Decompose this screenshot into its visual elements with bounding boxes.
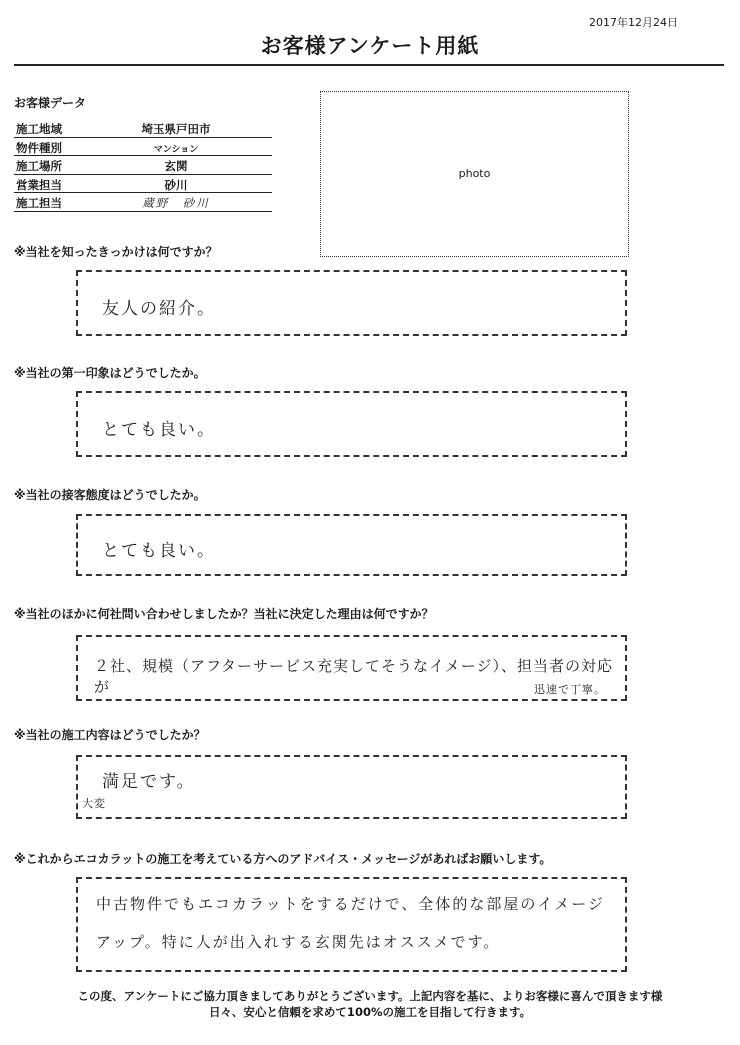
title-divider — [14, 64, 724, 66]
question-3: ※当社の接客態度はどうでしたか。 — [14, 488, 206, 502]
answer-text: とても良い。 — [102, 420, 216, 440]
data-label: 営業担当 — [16, 177, 62, 192]
answer-note: 迅速で丁寧。 — [534, 683, 606, 696]
answer-text: 友人の紹介。 — [102, 299, 216, 319]
customer-data-heading: お客様データ — [14, 96, 87, 110]
answer-text: ２社、規模（アフターサービス充実してそうなイメージ）、担当者の対応が — [94, 657, 614, 696]
answer-note: 大変 — [82, 797, 106, 810]
photo-label: photo — [458, 167, 491, 180]
data-row-sales — [14, 175, 272, 194]
data-value: 蔵野 砂川 — [142, 196, 210, 210]
answer-text: 満足です。 — [102, 772, 196, 792]
data-row-area — [14, 119, 272, 138]
survey-date: 2017年12月24日 — [589, 16, 678, 29]
question-1: ※当社を知ったきっかけは何ですか？ — [14, 245, 218, 259]
data-row-property-type — [14, 138, 272, 157]
data-value: 埼玉県戸田市 — [141, 122, 211, 136]
answer-box-3 — [76, 514, 627, 576]
page-title: お客様アンケート用紙 — [260, 34, 480, 58]
answer-text-line2: アップ。特に人が出入れする玄関先はオススメです。 — [96, 933, 501, 951]
data-value: 砂川 — [164, 177, 188, 192]
data-label: 施工地域 — [16, 122, 62, 136]
question-4: ※当社のほかに何社問い合わせしましたか？当社に決定した理由は何ですか？ — [14, 607, 434, 621]
answer-box-2 — [76, 391, 627, 457]
question-6: ※これからエコカラットの施工を考えている方へのアドバイス・メッセージがあればお願いします。 — [14, 852, 552, 866]
data-value: 玄関 — [164, 159, 188, 173]
answer-text: 中古物件でもエコカラットをするだけで、全体的な部屋のイメージ — [96, 895, 605, 913]
data-label: 施工場所 — [16, 159, 62, 173]
answer-box-4 — [76, 635, 627, 701]
data-label: 施工担当 — [16, 196, 62, 210]
question-2: ※当社の第一印象はどうでしたか。 — [14, 366, 206, 380]
customer-data-table — [14, 119, 272, 212]
data-value: マンション — [153, 144, 199, 155]
answer-box-1 — [76, 270, 627, 336]
photo-placeholder — [320, 91, 629, 257]
answer-box-6 — [76, 877, 627, 972]
data-row-location — [14, 156, 272, 175]
answer-box-5 — [76, 755, 627, 819]
data-label: 物件種別 — [16, 140, 62, 155]
question-5: ※当社の施工内容はどうでしたか？ — [14, 728, 206, 742]
footer-line-2: 日々、安心と信頼を求めて100%の施工を目指して行きます。 — [208, 1005, 532, 1019]
footer-line-1: この度、アンケートにご協力頂きましてありがとうございます。上記内容を基に、よりお客様に喜んで頂きます様 — [77, 989, 663, 1003]
data-row-installer — [14, 193, 272, 212]
answer-text: とても良い。 — [102, 541, 216, 561]
